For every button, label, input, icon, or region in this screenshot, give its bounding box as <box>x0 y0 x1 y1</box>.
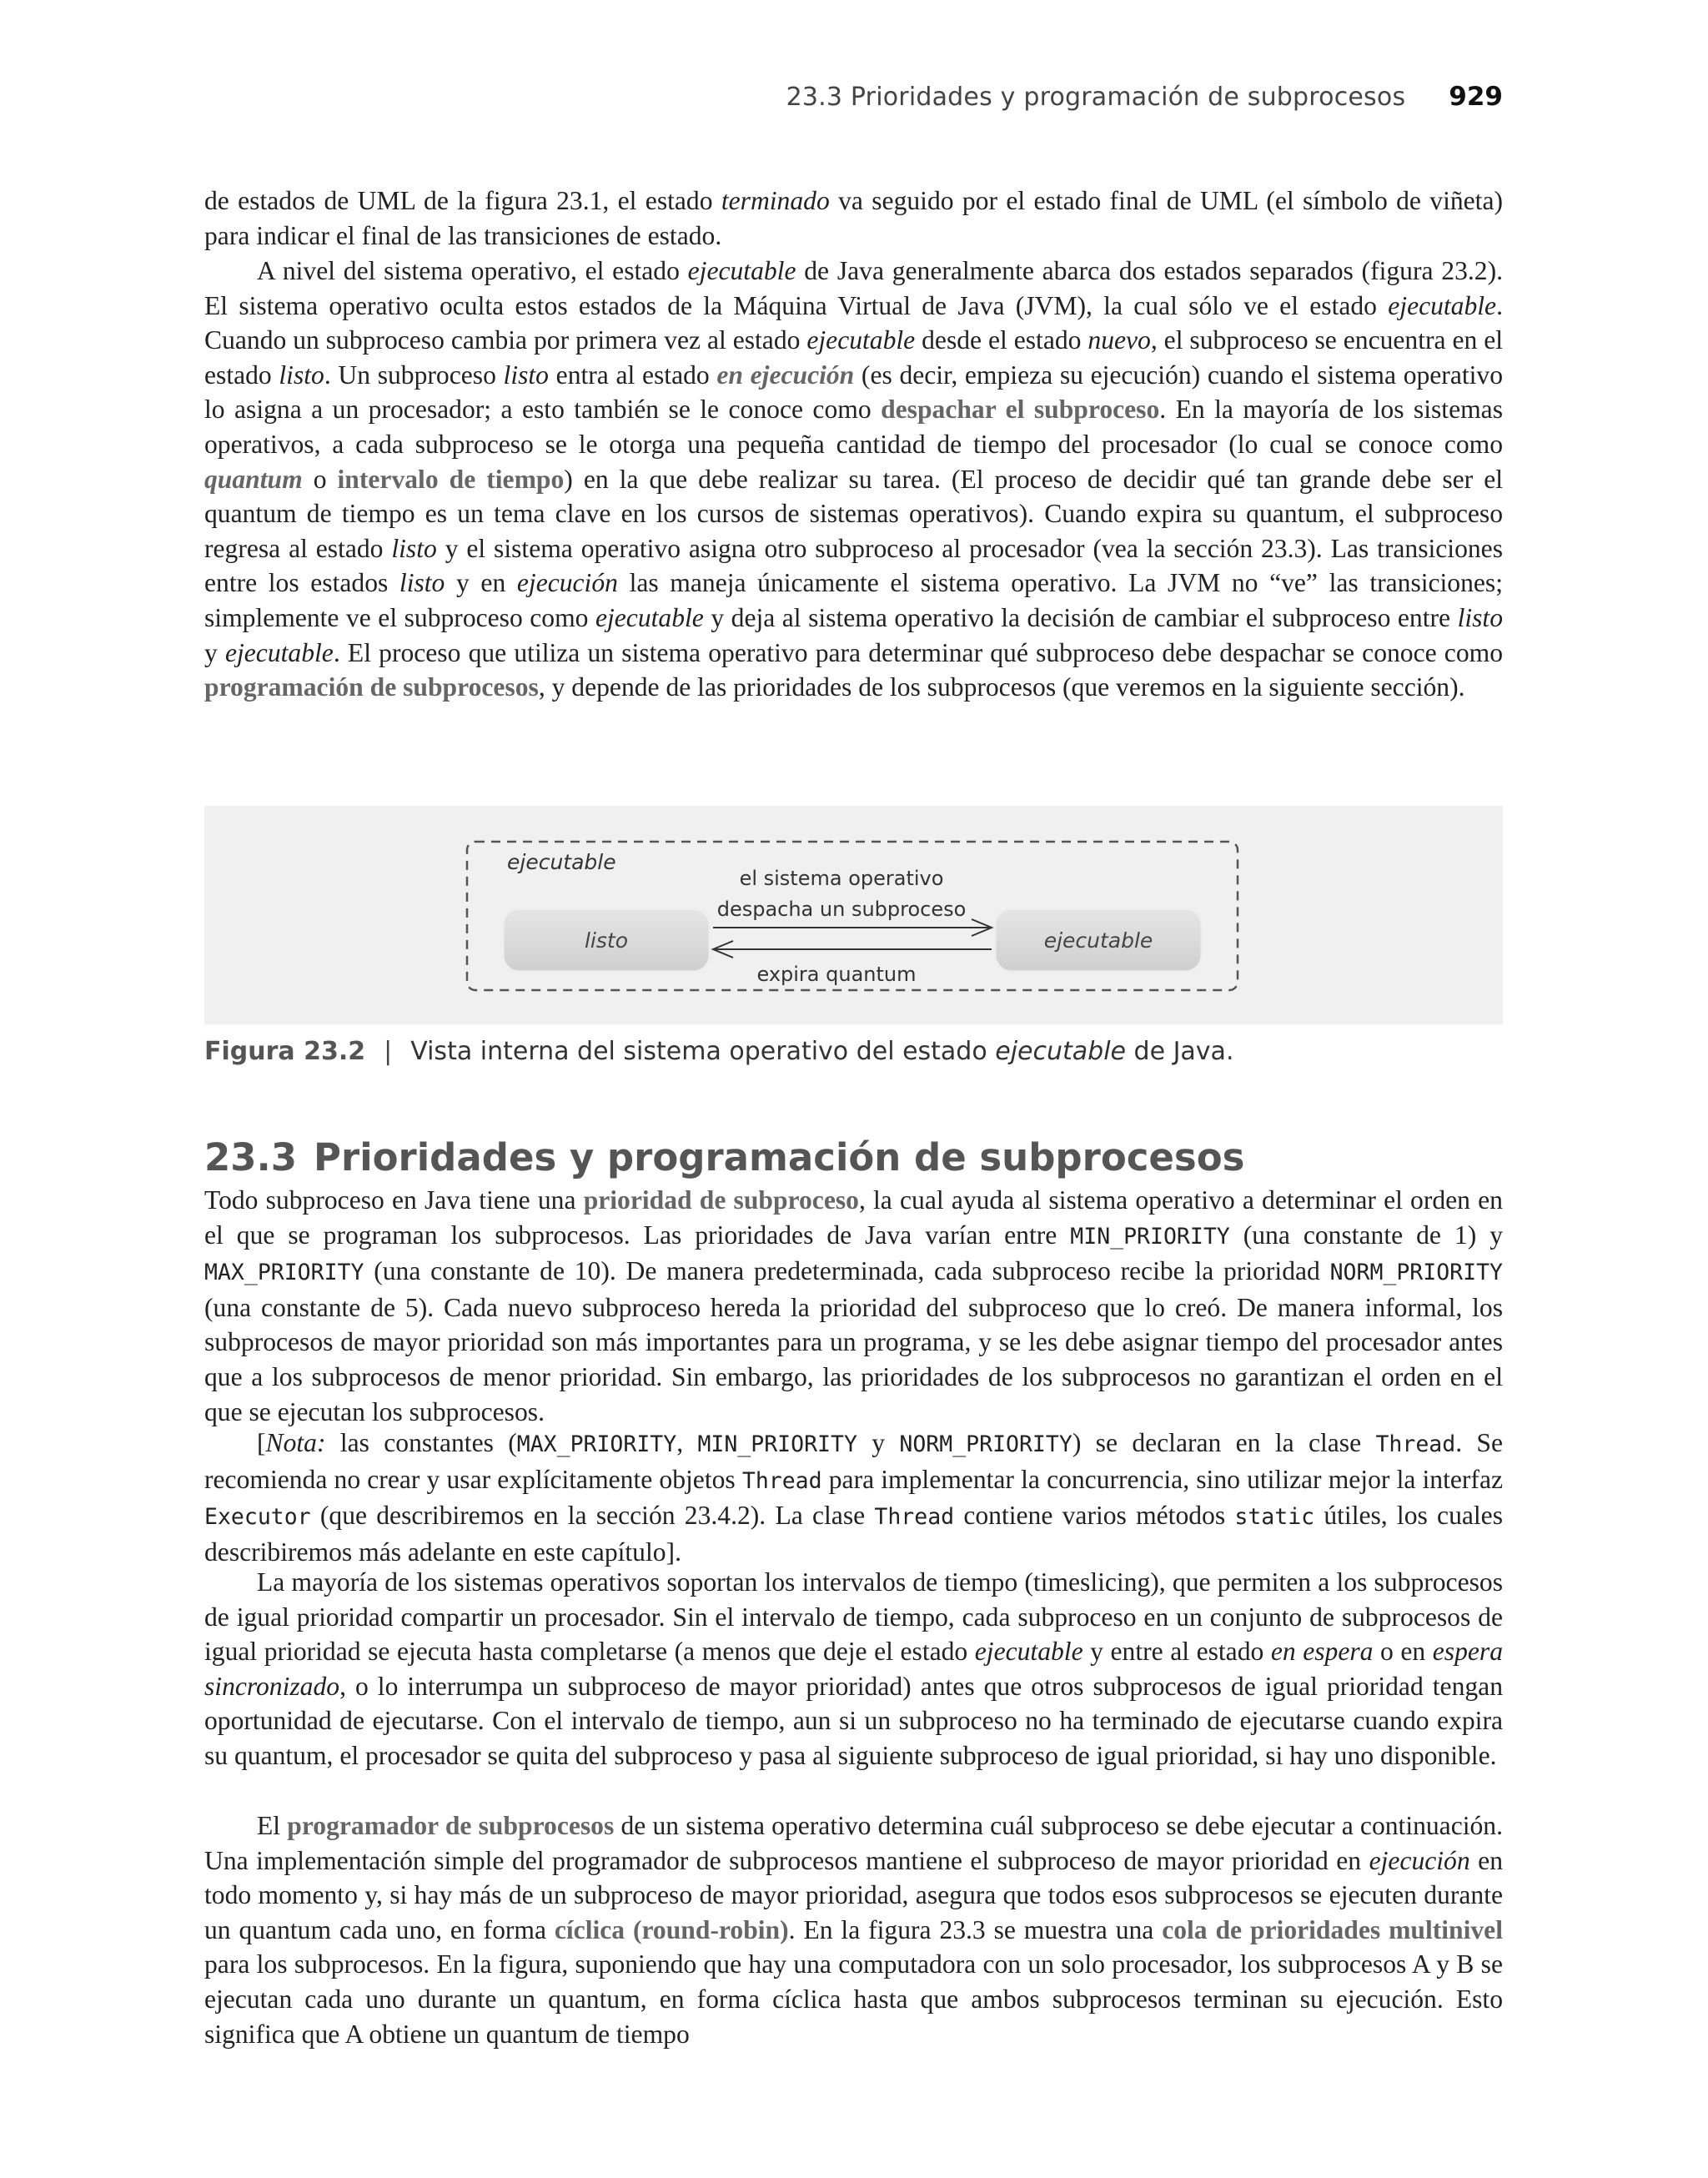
key-term: cola de prioridades multinivel <box>1162 1914 1503 1944</box>
paragraph-5: La mayoría de los sistemas operativos soportan los intervalos de tiempo (timeslicing), que permiten a los subprocesos de igual prioridad compartir un procesador. Sin el intervalo de tiempo, cada subproceso en un conjunto de subprocesos de igual prioridad se ejecuta hasta completarse (a menos que deje el estado ejecutable y entre al estado en espera o en espera sincronizado, o lo interrumpa un subproceso de mayor prioridad) antes que otros subprocesos de igual prioridad tengan oportunidad de ejecutarse. Con el intervalo de tiempo, aun si un subproceso no ha terminado de ejecutarse cuando expira su quantum, el procesador se quita del subproceso y pasa al siguiente subproceso de igual prioridad, si hay uno disponible. <box>204 1567 1503 1770</box>
code-constant: NORM_PRIORITY <box>1329 1260 1503 1286</box>
figure-caption <box>204 1030 1503 1072</box>
section-heading <box>204 1133 1503 1183</box>
figure-23-2 <box>204 806 1503 1024</box>
section-title: Prioridades y programación de subprocesos <box>314 1135 1245 1180</box>
running-head-title: 23.3 Prioridades y programación de subprocesos <box>786 83 1406 112</box>
caption-label: Figura 23.2 <box>204 1036 366 1066</box>
dispatch-label-line2: despacha un subproceso <box>716 898 967 921</box>
section-number: 23.3 <box>204 1135 298 1180</box>
quantum-expired-arrow <box>713 941 992 958</box>
state-diagram <box>204 806 1503 1024</box>
dispatch-arrow <box>713 919 992 936</box>
state-ready-label: listo <box>584 928 629 953</box>
page-number: 929 <box>1449 82 1503 112</box>
running-head <box>204 82 1503 120</box>
key-term: programación de subprocesos <box>204 672 539 702</box>
state-running-label: ejecutable <box>1043 928 1153 953</box>
key-term: prioridad de subproceso <box>583 1185 859 1215</box>
superstate-label: ejecutable <box>507 850 616 874</box>
key-term: quantum <box>204 464 303 494</box>
paragraph-1: de estados de UML de la figura 23.1, el estado terminado va seguido por el estado final de UML (el símbolo de viñeta) para indicar el final de las transiciones de estado. <box>204 186 1504 250</box>
caption-text: Vista interna del sistema operativo del estado ejecutable de Java. <box>410 1036 1234 1066</box>
emphasis: terminado <box>721 186 830 215</box>
key-term: cíclica (round-robin) <box>554 1914 789 1944</box>
key-term: en ejecución <box>716 360 855 390</box>
paragraph-2: A nivel del sistema operativo, el estado ejecutable de Java generalmente abarca dos estados separados (figura 23.2). El sistema operativo oculta estos estados de la Máquina Virtual de Java (JVM), la cual sólo ve el estado ejecutable. Cuando un subproceso cambia por primera vez al estado ejecutable desde el estado nuevo, el subproceso se encuentra en el estado listo. Un subproceso listo entra al estado en ejecución (es decir, empieza su ejecución) cuando el sistema operativo lo asigna a un procesador; a esto también se le conoce como despachar el subproceso. En la mayoría de los sistemas operativos, a cada subproceso se le otorga una pequeña cantidad de tiempo del procesador (lo cual se conoce como quantum o intervalo de tiempo) en la que debe realizar su tarea. (El proceso de decidir qué tan grande debe ser el quantum de tiempo es un tema clave en los cursos de sistemas operativos). Cuando expira su quantum, el subproceso regresa al estado listo y el sistema operativo asigna otro subproceso al procesador (vea la sección 23.3). Las transiciones entre los estados listo y en ejecución las maneja únicamente el sistema operativo. La JVM no “ve” las transiciones; simplemente ve el subproceso como ejecutable y deja al sistema operativo la decisión de cambiar el subproceso entre listo y ejecutable. El proceso que utiliza un sistema operativo para determinar qué subproceso debe despachar se conoce como programación de subprocesos, y depende de las prioridades de los subprocesos (que veremos en la siguiente sección). <box>204 256 1504 702</box>
paragraph-3: Todo subproceso en Java tiene una prioridad de subproceso, la cual ayuda al sistema operativo a determinar el orden en el que se programan los subprocesos. Las prioridades de Java varían entre MIN_PRIORITY (una constante de 1) y MAX_PRIORITY (una constante de 10). De manera predeterminada, cada subproceso recibe la prioridad NORM_PRIORITY (una constante de 5). Cada nuevo subproceso hereda la prioridad del subproceso que lo creó. De manera informal, los subprocesos de mayor prioridad son más importantes para un programa, y se les debe asignar tiempo del procesador antes que a los subprocesos de menor prioridad. Sin embargo, las prioridades de los subprocesos no garantizan el orden en el que se ejecutan los subprocesos. <box>204 1185 1503 1426</box>
code-constant: MAX_PRIORITY <box>204 1260 364 1286</box>
key-term: despachar el subproceso <box>881 395 1160 425</box>
code-constant: MIN_PRIORITY <box>1070 1223 1230 1250</box>
quantum-expired-label: expira quantum <box>756 963 917 986</box>
paragraph-4: [Nota: las constantes (MAX_PRIORITY, MIN_PRIORITY y NORM_PRIORITY) se declaran en la clase Thread. Se recomienda no crear y usar explícitamente objetos Thread para implementar la concurrencia, sino utilizar mejor la interfaz Executor (que describiremos en la sección 23.4.2). La clase Thread contiene varios métodos static útiles, los cuales describiremos más adelante en este capítulo]. <box>204 1428 1504 1567</box>
key-term: intervalo de tiempo <box>337 464 565 494</box>
caption-separator: | <box>384 1036 393 1066</box>
dispatch-label-line1: el sistema operativo <box>739 867 944 890</box>
key-term: programador de subprocesos <box>287 1811 615 1840</box>
paragraph-6: El programador de subprocesos de un sistema operativo determina cuál subproceso se debe ejecutar a continuación. Una implementación simple del programador de subprocesos mantiene el subproceso de mayor prioridad en ejecución en todo momento y, si hay más de un subproceso de mayor prioridad, asegura que todos esos subprocesos se ejecuten durante un quantum cada uno, en forma cíclica (round-robin). En la figura 23.3 se muestra una cola de prioridades multinivel para los subprocesos. En la figura, suponiendo que hay una computadora con un solo procesador, los subprocesos A y B se ejecutan cada uno durante un quantum, en forma cíclica hasta que ambos subprocesos terminan su ejecución. Esto significa que A obtiene un quantum de tiempo <box>204 1811 1504 2049</box>
